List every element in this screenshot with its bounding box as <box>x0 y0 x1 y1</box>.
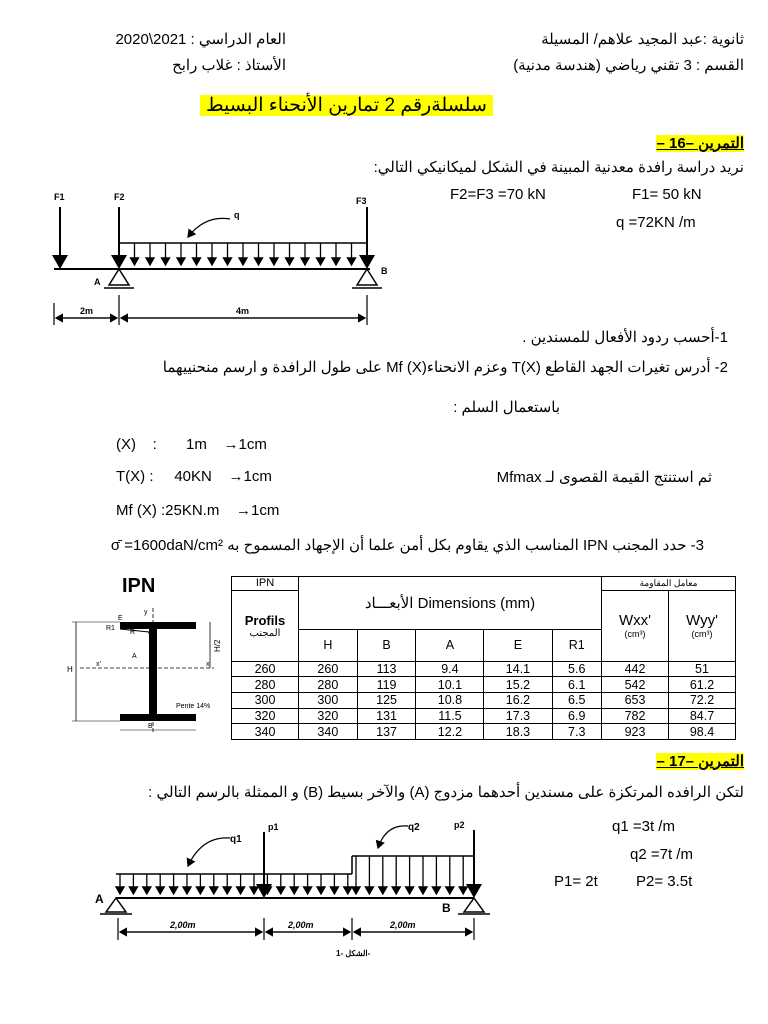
ipn-h-label: H <box>67 665 73 674</box>
ipn-table-cell: 113 <box>357 661 416 677</box>
ipn-table-row <box>232 708 736 724</box>
ex17-data-p2: P2= 3.5t <box>636 873 693 890</box>
ex17-data-q2: q2 =7t /m <box>630 846 693 863</box>
ex17-label-q1: q1 <box>230 834 242 845</box>
ipn-r1-label: R1 <box>106 625 115 632</box>
ipn-table-row <box>232 661 736 677</box>
ex17-support-a <box>95 892 132 914</box>
ex16-beam-figure <box>40 185 390 335</box>
school-year: العام الدراسي : 2021\2020 <box>115 31 286 48</box>
ipn-table-col-b: B <box>357 630 416 661</box>
ex17-dim-1: 2,00m <box>170 920 196 930</box>
ex17-heading <box>656 752 744 771</box>
ex17-label-p1: p1 <box>268 822 279 832</box>
ipn-table-cell: 14.1 <box>484 661 552 677</box>
ipn-figure-title: IPN <box>122 575 156 597</box>
ipn-table-col-r1: R1 <box>552 630 602 661</box>
ex16-scale-x: (X) : 1m →1cm <box>116 436 267 453</box>
ipn-table-cell: 6.5 <box>552 692 602 708</box>
ipn-table-cell: 782 <box>602 708 669 724</box>
ipn-table-cell: 6.9 <box>552 708 602 724</box>
ex17-support-b <box>442 898 490 915</box>
ipn-r-label: R <box>130 629 136 636</box>
series-title-text: سلسلةرقم 2 تمارين الأنحناء البسيط <box>200 95 493 116</box>
ipn-table-col-e: E <box>484 630 552 661</box>
ipn-table-cell: 9.4 <box>416 661 484 677</box>
ex16-q-pointer <box>188 218 230 237</box>
ipn-table-cell: 340 <box>232 724 299 740</box>
ipn-table-header-wyy <box>669 590 736 661</box>
ipn-table <box>231 576 736 740</box>
ex16-data-f2f3: F2=F3 =70 kN <box>450 186 546 203</box>
ex17-q2-pointer <box>378 826 408 848</box>
ex16-dim-2m: 2m <box>80 306 94 316</box>
ipn-table-row <box>232 692 736 708</box>
ipn-table-cell: 280 <box>232 677 299 693</box>
ex16-question-2b: باستعمال السلم : <box>453 399 560 416</box>
ipn-table-header-profils-en: Profils <box>244 612 286 628</box>
ipn-table-header-wyy-label: Wyy' <box>686 612 718 630</box>
ipn-table-cell: 923 <box>602 724 669 740</box>
ipn-table-header-dims-ar: الأبعـــاد <box>364 595 414 613</box>
ipn-table-cell: 16.2 <box>484 692 552 708</box>
school-name: ثانوية :عبد المجيد علاهم/ المسيلة <box>541 31 744 48</box>
ipn-table-col-h: H <box>299 630 358 661</box>
ipn-table-cell: 260 <box>232 661 299 677</box>
ipn-table-header-profils <box>232 590 299 661</box>
ipn-table-cell: 12.2 <box>416 724 484 740</box>
ipn-table-cell: 653 <box>602 692 669 708</box>
ipn-x-label: x' <box>96 661 101 668</box>
ipn-table-col-a: A <box>416 630 484 661</box>
ipn-table-cell: 5.6 <box>552 661 602 677</box>
ipn-table-header-dims-en: Dimensions (mm) <box>417 595 536 613</box>
ex16-dim-4m: 4m <box>236 306 250 316</box>
ipn-y-label: y <box>144 609 148 616</box>
ex16-label-a: A <box>94 277 101 287</box>
ipn-table-header-profils-ar: المجنب <box>249 627 281 639</box>
ipn-table-cell: 260 <box>299 661 358 677</box>
ipn-table-cell: 542 <box>602 677 669 693</box>
ipn-table-cell: 340 <box>299 724 358 740</box>
ex17-dim-3: 2,00m <box>390 920 416 930</box>
ex17-caption: الشكل -1- <box>336 949 371 958</box>
ipn-a-label: A <box>132 653 137 660</box>
ipn-table-cell: 72.2 <box>669 692 736 708</box>
ipn-table-cell: 10.8 <box>416 692 484 708</box>
ipn-table-cell: 10.1 <box>416 677 484 693</box>
ipn-table-cell: 17.3 <box>484 708 552 724</box>
ipn-table-header-dims <box>299 577 602 630</box>
ex16-intro: نريد دراسة رافدة معدنية المبينة في الشكل لميكانيكي التالي: <box>373 159 744 176</box>
ipn-table-cell: 300 <box>232 692 299 708</box>
ipn-table-cell: 131 <box>357 708 416 724</box>
ipn-profile-figure <box>64 600 234 740</box>
ex16-label-q: q <box>234 210 240 220</box>
ipn-table-row <box>232 724 736 740</box>
ex17-data-q1: q1 =3t /m <box>612 818 675 835</box>
ex16-dimensions <box>54 295 367 325</box>
ex16-label-f2: F2 <box>114 192 125 202</box>
ex16-scale-mf: Mf (X) :25KN.m →1cm <box>116 502 280 519</box>
ex17-dim-2: 2,00m <box>288 920 314 930</box>
ex16-heading-text: التمرين –16 – <box>656 135 744 152</box>
ipn-table-cell: 61.2 <box>669 677 736 693</box>
teacher-name: الأستاذ : غلاب رابح <box>172 57 286 74</box>
ex16-heading <box>656 134 744 153</box>
ipn-table-cell: 300 <box>299 692 358 708</box>
ipn-table-cell: 280 <box>299 677 358 693</box>
class-label: القسم : 3 تقني رياضي (هندسة مدنية) <box>513 57 744 74</box>
ex16-question-3: 3- حدد المجنب IPN المناسب الذي يقاوم بكل أمن علما أن الإجهاد المسموح به σ̄ =1600daN/cm² <box>110 537 704 554</box>
ipn-table-header-wxx-label: Wxx' <box>618 612 652 630</box>
ipn-table-cell: 18.3 <box>484 724 552 740</box>
ex17-heading-text: التمرين –17 – <box>656 753 744 770</box>
ipn-table-row <box>232 677 736 693</box>
ex16-force-f3 <box>356 196 367 267</box>
ipn-table-cell: 51 <box>669 661 736 677</box>
ipn-table-cell: 98.4 <box>669 724 736 740</box>
ipn-table-cell: 11.5 <box>416 708 484 724</box>
ex16-label-f1: F1 <box>54 192 65 202</box>
ex17-beam-figure <box>90 810 500 960</box>
ex16-label-f3: F3 <box>356 196 367 206</box>
ipn-table-cell: 7.3 <box>552 724 602 740</box>
ex17-label-p2: p2 <box>454 820 465 830</box>
ex16-scale-t: T(X) : 40KN →1cm <box>116 468 272 485</box>
ex16-label-b: B <box>381 266 388 276</box>
ex17-data-p1: P1= 2t <box>554 873 598 890</box>
ex17-force-p2 <box>454 820 474 896</box>
ex16-question-mfmax: ثم استنتج القيمة القصوى لـ Mfmax <box>496 469 712 486</box>
ex17-load-q1 <box>116 834 352 894</box>
ex17-label-b: B <box>442 901 451 915</box>
ipn-table-cell: 320 <box>232 708 299 724</box>
ex17-label-q2: q2 <box>408 822 420 833</box>
ipn-b-label: B <box>148 723 153 730</box>
ex17-force-p1 <box>264 822 279 896</box>
ipn-e-label: E <box>118 615 123 622</box>
ex17-label-a: A <box>95 892 104 906</box>
ex16-question-2: 2- أدرس تغيرات الجهد القاطع T(X) وعزم الانحناءMf (X) على طول الرافدة و ارسم منحنييهما <box>162 359 728 376</box>
ipn-table-header-moduli: معامل المقاومة <box>602 577 736 591</box>
ipn-table-cell: 137 <box>357 724 416 740</box>
ipn-table-cell: 119 <box>357 677 416 693</box>
ipn-table-header-wyy-unit: (cm³) <box>691 629 713 640</box>
ipn-h2-label: H/2 <box>213 639 222 652</box>
ex17-dimensions <box>118 918 474 958</box>
ex16-data-q: q =72KN /m <box>616 214 696 231</box>
ipn-slope-label: Pente 14% <box>176 703 211 710</box>
ipn-table-cell: 6.1 <box>552 677 602 693</box>
ipn-table-cell: 84.7 <box>669 708 736 724</box>
ex17-intro: لتكن الرافده المرتكزة على مسندين أحدهما مزدوج (A) والآخر بسيط (B) و الممثلة بالرسم التالي : <box>148 784 744 801</box>
ipn-table-header-wxx <box>602 590 669 661</box>
ex17-q1-pointer <box>188 838 230 866</box>
ex16-question-1: 1-أحسب ردود الأفعال للمسندين . <box>522 329 728 346</box>
ipn-table-cell: 320 <box>299 708 358 724</box>
series-title <box>200 94 493 117</box>
ex16-distributed-load <box>119 210 367 265</box>
ex16-support-a <box>94 269 134 288</box>
ipn-table-cell: 442 <box>602 661 669 677</box>
ipn-table-header-ipn: IPN <box>232 577 299 591</box>
ipn-x2-label: x <box>206 661 210 668</box>
ipn-table-header-wxx-unit: (cm³) <box>624 629 646 640</box>
ex16-force-f1 <box>54 192 65 267</box>
ipn-table-cell: 125 <box>357 692 416 708</box>
ex17-load-q2 <box>352 822 474 894</box>
ex16-data-f1: F1= 50 kN <box>632 186 702 203</box>
ipn-table-cell: 15.2 <box>484 677 552 693</box>
